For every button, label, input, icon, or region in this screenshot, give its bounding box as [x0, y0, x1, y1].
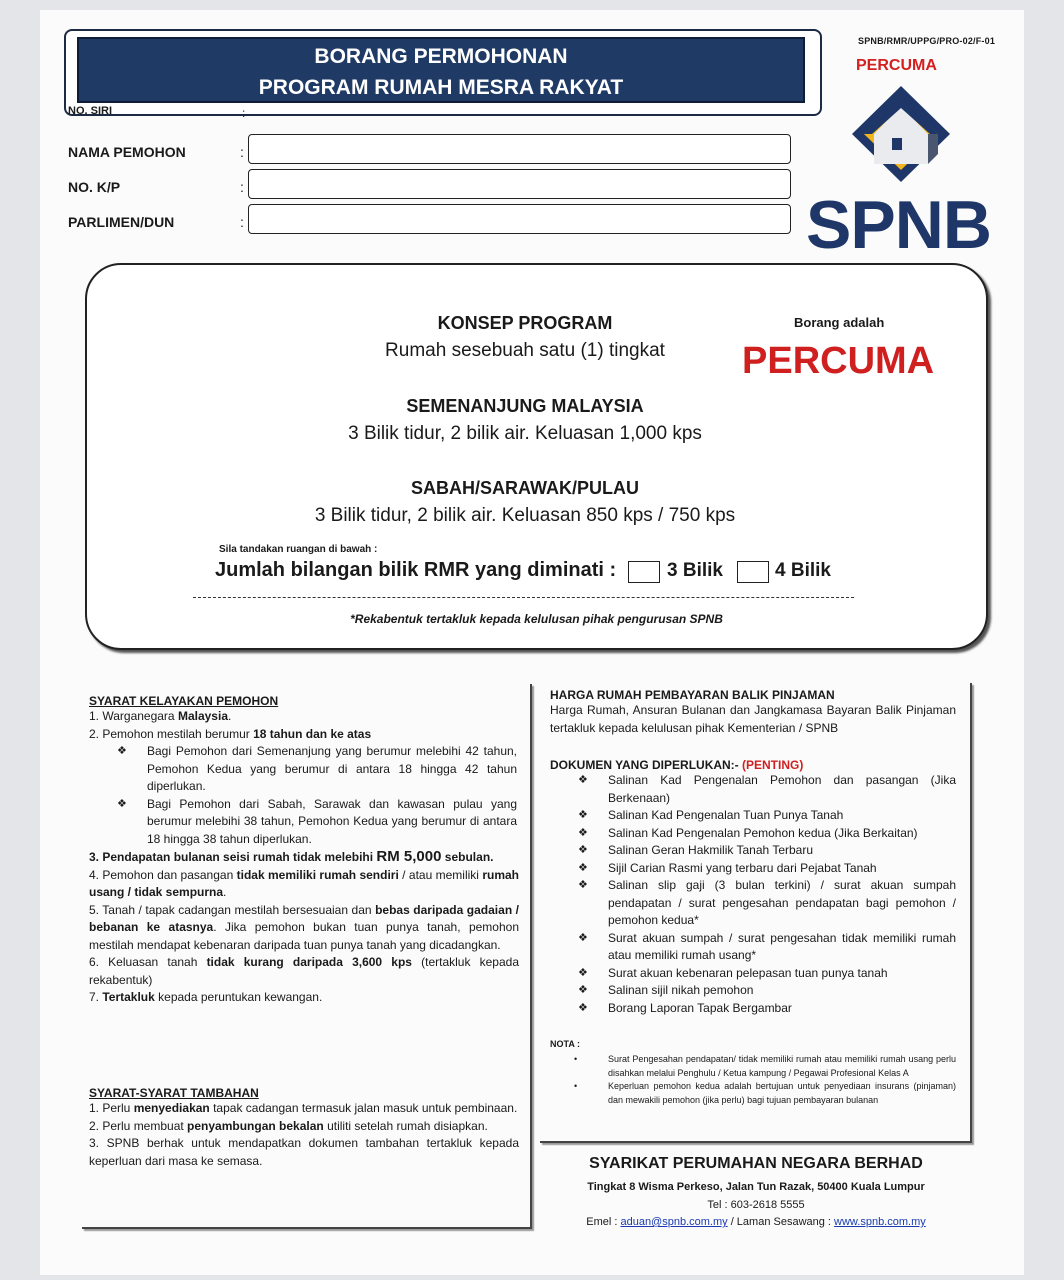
documents-heading: DOKUMEN YANG DIPERLUKAN:- (PENTING) [550, 758, 804, 772]
concept-heading: KONSEP PROGRAM [437, 313, 613, 333]
ic-number-colon: : [240, 179, 244, 195]
additional-item-2: 2. Perlu membuat penyambungan bekalan utiliti setelah rumah disiapkan. [89, 1118, 488, 1133]
eligibility-section [89, 694, 519, 1007]
email-link[interactable]: aduan@spnb.com.my [620, 1216, 728, 1228]
document-item: ❖ Borang Laporan Tapak Bergambar [578, 1000, 956, 1018]
reference-code: SPNB/RMR/UPPG/PRO-02/F-01 [858, 36, 996, 46]
eligibility-item-6: 6. Keluasan tanah tidak kurang daripada 3,600 kps (tertakluk kepada rekabentuk) [89, 955, 519, 987]
dashed-divider [193, 597, 854, 598]
document-item: ❖ Salinan Geran Hakmilik Tanah Terbaru [578, 842, 956, 860]
east-malaysia-detail: 3 Bilik tidur, 2 bilik air. Keluasan 850 kps / 750 kps [314, 505, 736, 526]
peninsular-heading: SEMENANJUNG MALAYSIA [406, 396, 644, 416]
constituency-colon: : [240, 214, 244, 230]
ic-number-label: NO. K/P [68, 179, 121, 195]
spnb-house-logo-icon [846, 84, 956, 188]
three-room-label: 3 Bilik [667, 560, 723, 581]
important-flag: (PENTING) [742, 758, 804, 772]
free-label: PERCUMA [856, 57, 937, 74]
diamond-bullet-icon: ❖ [578, 844, 588, 856]
diamond-bullet-icon: ❖ [578, 966, 588, 979]
nota-heading: NOTA : [550, 1039, 580, 1049]
applicant-name-label: NAMA PEMOHON [68, 144, 186, 160]
pricing-text: Harga Rumah, Ansuran Bulanan dan Jangkamasa Bayaran Balik Pinjaman tertakluk kepada kelulusan pihak Kementerian / SPNB [550, 703, 956, 735]
three-room-checkbox[interactable] [628, 561, 660, 583]
company-name: SYARIKAT PERUMAHAN NEGARA BERHAD [589, 1155, 923, 1172]
document-item: ❖ Sijil Carian Rasmi yang terbaru dari Pejabat Tanah [578, 860, 956, 878]
document-item: ❖ Salinan sijil nikah pemohon [578, 982, 956, 1000]
document-item: ❖ Salinan Kad Pengenalan Tuan Punya Tanah [578, 807, 956, 825]
diamond-bullet-icon: ❖ [578, 861, 588, 874]
instruction-text: Sila tandakan ruangan di bawah : [219, 544, 378, 555]
eligibility-sub-item: ❖ Bagi Pemohon dari Sabah, Sarawak dan kawasan pulau yang berumur melebihi 38 tahun, Pemohon Kedua yang berumur di antara 18 hingga 38 tahun diperlukan. [117, 796, 517, 846]
applicant-name-colon: : [240, 144, 244, 160]
diamond-bullet-icon: ❖ [578, 931, 588, 944]
spnb-logo-text: SPNB [806, 187, 991, 263]
website-link[interactable]: www.spnb.com.my [834, 1216, 926, 1228]
additional-item-3: 3. SPNB berhak untuk mendapatkan dokumen tambahan tertakluk kepada keperluan dari masa ke semasa. [89, 1136, 519, 1168]
documents-list [578, 772, 956, 1017]
pricing-heading: HARGA RUMAH PEMBAYARAN BALIK PINJAMAN [550, 688, 835, 702]
peninsular-detail: 3 Bilik tidur, 2 bilik air. Keluasan 1,000 kps [348, 423, 702, 444]
additional-item-1: 1. Perlu menyediakan tapak cadangan termasuk jalan masuk untuk pembinaan. [89, 1101, 518, 1115]
eligibility-item-1: 1. Warganegara Malaysia. [89, 709, 232, 723]
company-phone: Tel : 603-2618 5555 [707, 1199, 805, 1211]
diamond-bullet-icon: ❖ [578, 1001, 588, 1014]
company-address: Tingkat 8 Wisma Perkeso, Jalan Tun Razak, 50400 Kuala Lumpur [587, 1181, 925, 1193]
eligibility-item-5: 5. Tanah / tapak cadangan mestilah bersesuaian dan bebas daripada gadaian / bebanan ke atasnya. Jika pemohon bukan tuan punya tanah, pemohon mestilah mendapat kebenaran daripada tuan punya tanah yang dicadangkan. [89, 902, 519, 952]
ic-number-field[interactable] [248, 169, 791, 199]
eligibility-item-3: 3. Pendapatan bulanan seisi rumah tidak melebihi RM 5,000 sebulan. [89, 848, 494, 865]
document-item: ❖ Salinan slip gaji (3 bulan terkini) / surat akuan sumpah pendapatan / surat pengesahan pendapatan bagi pemohon / pemohon kedua* [578, 878, 956, 927]
diamond-bullet-icon: ❖ [578, 826, 588, 839]
form-title: BORANG PERMOHONAN [314, 45, 568, 68]
documents-section [550, 758, 956, 1017]
diamond-bullet-icon: ❖ [578, 809, 588, 821]
nota-item: • Surat Pengesahan pendapatan/ tidak memiliki rumah atau memiliki rumah usang perlu disahkan melalui Penghulu / Ketua kampung / Pegawai Profesional Kelas A [574, 1054, 956, 1078]
four-room-label: 4 Bilik [775, 560, 831, 581]
eligibility-item-7: 7. Tertakluk kepada peruntukan kewangan. [89, 990, 323, 1004]
diamond-bullet-icon: ❖ [117, 797, 127, 810]
diamond-bullet-icon: ❖ [117, 745, 127, 757]
concept-subtitle: Rumah sesebuah satu (1) tingkat [385, 340, 665, 361]
program-title: PROGRAM RUMAH MESRA RAKYAT [258, 76, 624, 99]
nota-list [574, 1053, 956, 1107]
additional-section [89, 1086, 519, 1170]
cut-off-colon: : [242, 106, 246, 120]
nota-section [550, 1039, 956, 1107]
bullet-icon: • [574, 1054, 578, 1064]
eligibility-sub-item: ❖ Bagi Pemohon dari Semenanjung yang berumur melebihi 42 tahun, Pemohon Kedua yang berumur di antara 18 hingga 42 tahun diperlukan. [117, 744, 517, 793]
eligibility-item-2: 2. Pemohon mestilah berumur 18 tahun dan ke atas [89, 726, 372, 741]
pricing-section [550, 688, 956, 737]
applicant-name-field[interactable] [248, 134, 791, 164]
cut-off-label: NO. SIRI [68, 105, 113, 117]
nota-item: • Keperluan pemohon kedua adalah bertujuan untuk penyediaan insurans (pinjaman) dan mewakili pemohon (jika perlu) bagi tujuan pembayaran bulanan [574, 1081, 956, 1105]
eligibility-heading: SYARAT KELAYAKAN PEMOHON [89, 694, 279, 708]
document-item: ❖ Salinan Kad Pengenalan Pemohon dan pasangan (Jika Berkenaan) [578, 773, 956, 805]
room-count-question: Jumlah bilangan bilik RMR yang diminati : [215, 559, 617, 581]
design-note: *Rekabentuk tertakluk kepada kelulusan pihak pengurusan SPNB [350, 612, 723, 626]
free-badge: PERCUMA [742, 340, 935, 382]
diamond-bullet-icon: ❖ [578, 984, 588, 996]
eligibility-item-4: 4. Pemohon dan pasangan tidak memiliki rumah sendiri / atau memiliki rumah usang / tidak sempurna. [89, 867, 520, 899]
document-item: ❖ Surat akuan kebenaran pelepasan tuan punya tanah [578, 965, 956, 983]
constituency-label: PARLIMEN/DUN [68, 214, 175, 230]
borang-adalah-label: Borang adalah [794, 315, 885, 330]
four-room-checkbox[interactable] [737, 561, 769, 583]
contact-line: Emel : aduan@spnb.com.my / Laman Sesawang : www.spnb.com.my [586, 1216, 926, 1228]
east-malaysia-heading: SABAH/SARAWAK/PULAU [410, 478, 639, 498]
diamond-bullet-icon: ❖ [578, 774, 588, 786]
document-item: ❖ Surat akuan sumpah / surat pengesahan tidak memiliki rumah atau memiliki rumah usang* [578, 930, 956, 962]
document-item: ❖ Salinan Kad Pengenalan Pemohon kedua (Jika Berkaitan) [578, 825, 956, 843]
diamond-bullet-icon: ❖ [578, 879, 588, 891]
constituency-field[interactable] [248, 204, 791, 234]
bullet-icon: • [574, 1081, 578, 1091]
additional-heading: SYARAT-SYARAT TAMBAHAN [89, 1086, 259, 1100]
